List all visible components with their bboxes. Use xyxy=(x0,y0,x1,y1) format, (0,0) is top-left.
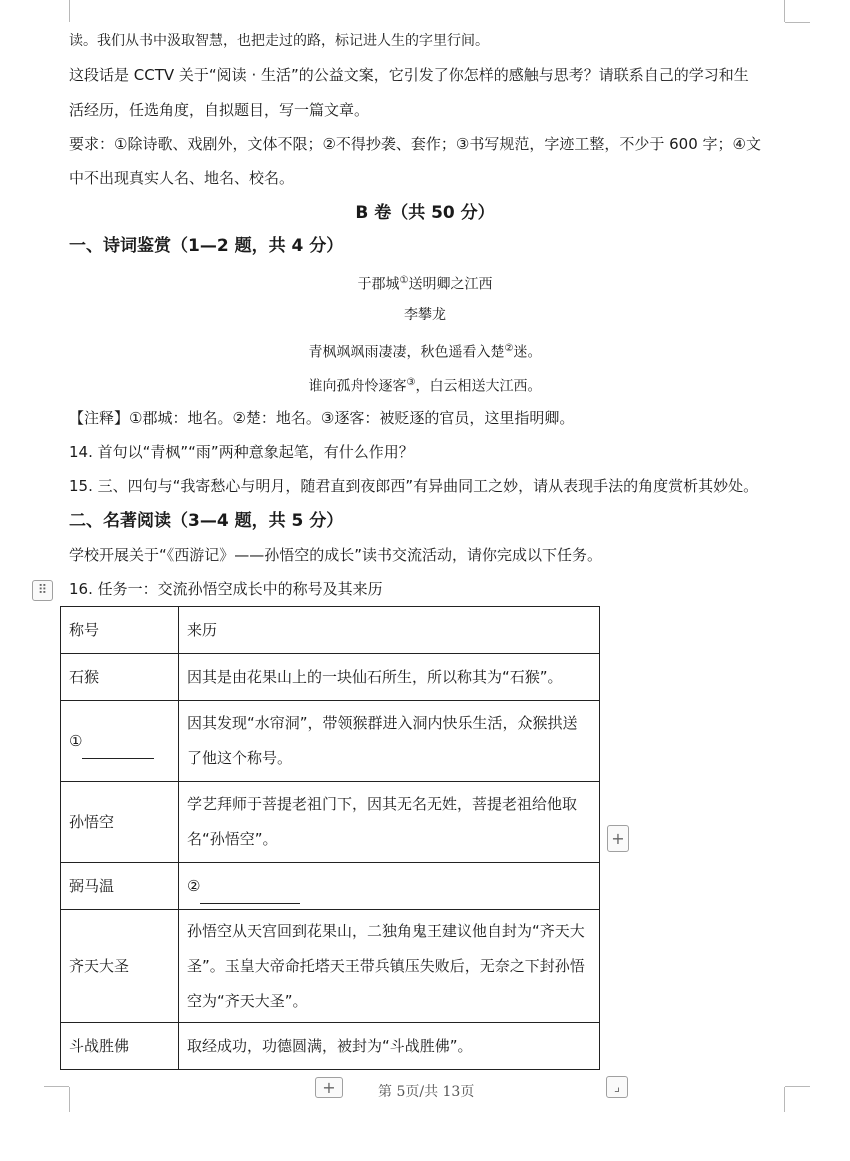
table-cell-origin: 学艺拜师于菩提老祖门下，因其无名无姓，菩提老祖给他取名“孙悟空”。 xyxy=(179,782,600,863)
crop-mark-br-h xyxy=(785,1086,810,1087)
page-number-footer: 第 5页/共 13页 xyxy=(378,1084,475,1100)
table-row xyxy=(61,701,600,782)
poem-title-text: 于郡城 xyxy=(357,276,400,293)
fill-blank-1[interactable] xyxy=(82,740,154,759)
essay-passage-end: 读。我们从书中汲取智慧，也把走过的路，标记进人生的字里行间。 xyxy=(69,33,489,49)
table-row xyxy=(61,910,600,1023)
table-cell-title: 齐天大圣 xyxy=(61,910,179,1023)
classic-reading-intro: 学校开展关于“《西游记》——孙悟空的成长”读书交流活动，请你完成以下任务。 xyxy=(69,546,603,564)
poem-line2 xyxy=(0,373,850,397)
poem-line2-b: ，白云相送大江西。 xyxy=(415,378,542,395)
table-cell-origin: 因其发现“水帘洞”，带领猴群进入洞内快乐生活，众猴拱送了他这个称号。 xyxy=(179,701,600,782)
crop-mark-bl-v xyxy=(69,1087,70,1112)
crop-mark-tr-h xyxy=(785,22,810,23)
fill-blank-2[interactable] xyxy=(200,885,300,904)
blank-number-2: ② xyxy=(187,876,201,895)
table-header-cell: 来历 xyxy=(179,607,600,654)
table-row xyxy=(61,654,600,701)
table-row xyxy=(61,782,600,863)
essay-requirements-line2: 中不出现真实人名、地名、校名。 xyxy=(69,169,295,187)
poem-author: 李攀龙 xyxy=(404,307,446,323)
table-header-cell: 称号 xyxy=(61,607,179,654)
poem-line1-b: 迷。 xyxy=(513,344,542,361)
add-column-button[interactable]: + xyxy=(607,825,629,852)
table-cell-title: 石猴 xyxy=(61,654,179,701)
question-14: 14. 首句以“青枫”“雨”两种意象起笔，有什么作用？ xyxy=(69,443,414,461)
poem-note-marker: ③ xyxy=(406,377,416,388)
poem-title-rest: 送明卿之江西 xyxy=(408,276,493,293)
poem-line2-a: 谁向孤舟怜逐客 xyxy=(308,378,407,395)
poem-note-marker: ② xyxy=(504,343,514,354)
table-cell-origin: 取经成功，功德圆满，被封为“斗战胜佛”。 xyxy=(179,1023,600,1070)
crop-mark-tr-v xyxy=(784,0,785,22)
classic-reading-heading: 二、名著阅读（3—4 题，共 5 分） xyxy=(69,511,344,531)
table-cell-origin: 因其是由花果山上的一块仙石所生，所以称其为“石猴”。 xyxy=(179,654,600,701)
essay-requirements-line1: 要求：①除诗歌、戏剧外，文体不限；②不得抄袭、套作；③书写规范，字迹工整，不少于 600 字；④文 xyxy=(69,135,761,153)
poetry-section-heading: 一、诗词鉴赏（1—2 题，共 4 分） xyxy=(69,236,344,256)
poem-line1-a: 青枫飒飒雨凄凄，秋色遥看入楚 xyxy=(308,344,505,361)
section-b-title: B 卷（共 50 分） xyxy=(355,203,495,223)
question-15: 15. 三、四句与“我寄愁心与明月，随君直到夜郎西”有异曲同工之妙，请从表现手法的角度赏析其妙处。 xyxy=(69,477,759,495)
table-drag-handle[interactable]: ⠿ xyxy=(32,580,53,601)
table-resize-handle[interactable]: ⌟ xyxy=(606,1076,628,1098)
table-cell-title: 弼马温 xyxy=(61,863,179,910)
blank-number-1: ① xyxy=(69,731,83,750)
table-cell-title: 斗战胜佛 xyxy=(61,1023,179,1070)
question-16: 16. 任务一：交流孙悟空成长中的称号及其来历 xyxy=(69,580,383,598)
table-cell-title: 孙悟空 xyxy=(61,782,179,863)
table-cell-origin[interactable] xyxy=(179,863,600,910)
essay-prompt-line2: 活经历，任选角度，自拟题目，写一篇文章。 xyxy=(69,101,370,119)
add-row-button[interactable]: + xyxy=(315,1077,343,1098)
crop-mark-bl-h xyxy=(44,1086,69,1087)
poem-title xyxy=(0,271,850,295)
table-cell-origin: 孙悟空从天宫回到花果山，二独角鬼王建议他自封为“齐天大圣”。玉皇大帝命托塔天王带兵镇压失败后，无奈之下封孙悟空为“齐天大圣”。 xyxy=(179,910,600,1023)
table-row xyxy=(61,863,600,910)
poem-notes: 【注释】①郡城：地名。②楚：地名。③逐客：被贬逐的官员，这里指明卿。 xyxy=(69,409,575,427)
poem-note-marker: ① xyxy=(399,275,409,286)
table-header-row xyxy=(61,607,600,654)
crop-mark-tl-v xyxy=(69,0,70,22)
table-cell-title[interactable] xyxy=(61,701,179,782)
table-row xyxy=(61,1023,600,1070)
essay-prompt-line1: 这段话是 CCTV 关于“阅读 · 生活”的公益文案，它引发了你怎样的感触与思考？请联系自己的学习和生 xyxy=(69,66,749,84)
crop-mark-br-v xyxy=(784,1087,785,1112)
poem-line1 xyxy=(0,339,850,363)
title-origin-table xyxy=(60,606,600,1070)
